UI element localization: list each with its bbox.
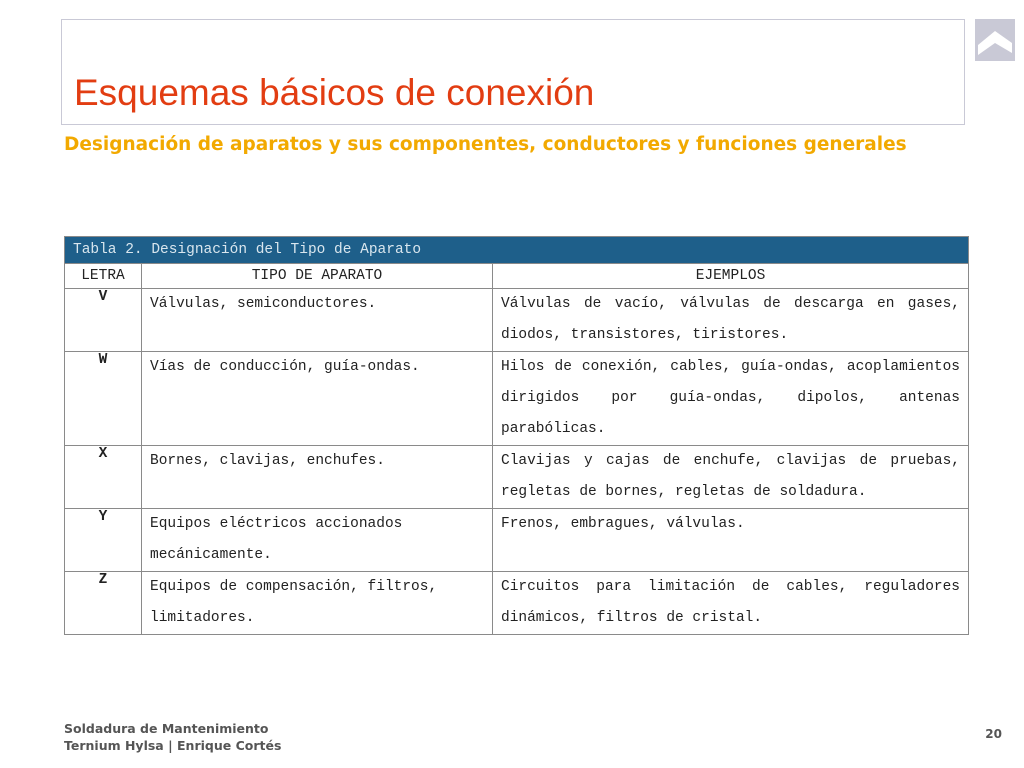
- row-letter: W: [65, 352, 142, 446]
- row-examples: Circuitos para limitación de cables, reguladores dinámicos, filtros de cristal.: [493, 572, 969, 635]
- table-row: [65, 509, 969, 572]
- row-letter: Y: [65, 509, 142, 572]
- row-letter: V: [65, 289, 142, 352]
- table-row: [65, 446, 969, 509]
- page-number: 20: [985, 727, 1002, 741]
- table-row: [65, 352, 969, 446]
- column-header-type: TIPO DE APARATO: [142, 264, 493, 289]
- column-header-examples: EJEMPLOS: [493, 264, 969, 289]
- table-caption: Tabla 2. Designación del Tipo de Aparato: [65, 237, 969, 264]
- company-logo-icon: [975, 19, 1015, 61]
- title-box: [61, 19, 965, 125]
- footer-course: Soldadura de Mantenimiento: [64, 721, 269, 736]
- footer-credits: [64, 720, 281, 754]
- column-header-letter: LETRA: [65, 264, 142, 289]
- slide-subtitle: Designación de aparatos y sus componentes, conductores y funciones generales: [64, 134, 907, 155]
- designation-table: [64, 236, 969, 635]
- row-type: Válvulas, semiconductores.: [142, 289, 493, 352]
- row-examples: Clavijas y cajas de enchufe, clavijas de pruebas, regletas de bornes, regletas de soldadura.: [493, 446, 969, 509]
- footer-author: Ternium Hylsa | Enrique Cortés: [64, 738, 282, 753]
- row-type: Vías de conducción, guía-ondas.: [142, 352, 493, 446]
- row-type: Equipos eléctricos accionados mecánicamente.: [142, 509, 493, 572]
- row-examples: Válvulas de vacío, válvulas de descarga en gases, diodos, transistores, tiristores.: [493, 289, 969, 352]
- row-examples: Frenos, embragues, válvulas.: [493, 509, 969, 572]
- slide-title: Esquemas básicos de conexión: [74, 72, 595, 113]
- row-examples: Hilos de conexión, cables, guía-ondas, acoplamientos dirigidos por guía-ondas, dipolos, antenas parabólicas.: [493, 352, 969, 446]
- row-type: Bornes, clavijas, enchufes.: [142, 446, 493, 509]
- table-row: [65, 572, 969, 635]
- row-letter: X: [65, 446, 142, 509]
- row-letter: Z: [65, 572, 142, 635]
- table-row: [65, 289, 969, 352]
- row-type: Equipos de compensación, filtros, limitadores.: [142, 572, 493, 635]
